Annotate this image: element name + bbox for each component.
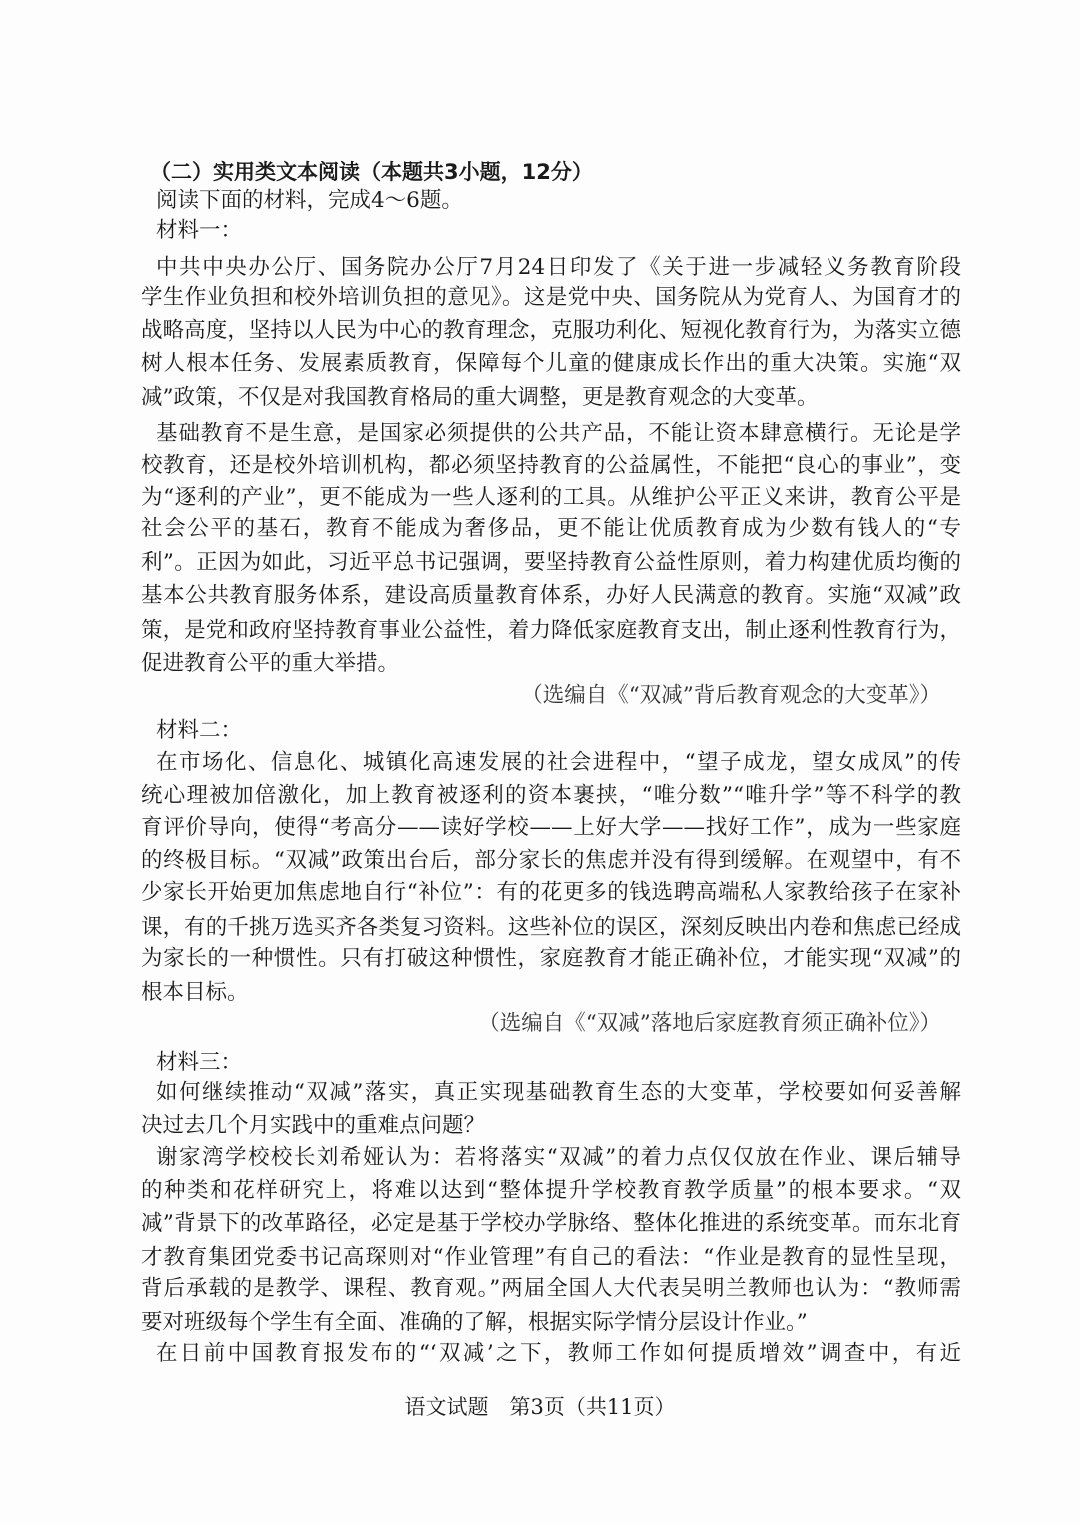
passage-label: 阅读下面的材料，完成4～6题。 bbox=[156, 188, 463, 213]
passage-line: 社会公平的基石，教育不能成为奢侈品，更不能让优质教育成为少数有钱人的“专 bbox=[141, 516, 961, 541]
passage-line: 促进教育公平的重大举措。 bbox=[141, 651, 400, 676]
passage-line: 少家长开始更加焦虑地自行“补位”：有的花更多的钱选聘高端私人家教给孩子在家补 bbox=[141, 880, 961, 905]
source-citation: （选编自《“双减”背后教育观念的大变革》） bbox=[521, 683, 941, 708]
passage-line: 根本目标。 bbox=[141, 980, 249, 1005]
passage-line: 校教育，还是校外培训机构，都必须坚持教育的公益属性，不能把“良心的事业”，变 bbox=[141, 453, 961, 478]
passage-line: 背后承载的是教学、课程、教育观。”两届全国人大代表吴明兰教师也认为：“教师需 bbox=[141, 1276, 961, 1301]
page-footer: 语文试题 第3页（共11页） bbox=[404, 1395, 676, 1419]
passage-label: 材料一： bbox=[156, 218, 243, 243]
passage-label: 材料三： bbox=[156, 1050, 243, 1075]
passage-line: 才教育集团党委书记高琛则对“作业管理”有自己的看法：“作业是教育的显性呈现， bbox=[141, 1245, 961, 1270]
passage-line: 基础教育不是生意，是国家必须提供的公共产品，不能让资本肆意横行。无论是学 bbox=[156, 421, 961, 446]
passage-line: 为“逐利的产业”，更不能成为一些人逐利的工具。从维护公平正义来讲，教育公平是 bbox=[141, 485, 961, 510]
passage-line: 决过去几个月实践中的重难点问题？ bbox=[141, 1113, 486, 1138]
passage-line: 学生作业负担和校外培训负担的意见》。这是党中央、国务院从为党育人、为国育才的 bbox=[141, 285, 961, 310]
passage-label: 材料二： bbox=[156, 718, 243, 743]
passage-line: 育评价导向，使得“考高分——读好学校——上好大学——找好工作”，成为一些家庭 bbox=[141, 815, 961, 840]
passage-line: 在日前中国教育报发布的“‘双减’之下，教师工作如何提质增效”调查中，有近 bbox=[156, 1341, 961, 1366]
passage-line: 统心理被加倍激化，加上教育被逐利的资本裹挟，“唯分数”“唯升学”等不科学的教 bbox=[141, 783, 961, 808]
passage-line: 利”。正因为如此，习近平总书记强调，要坚持教育公益性原则，着力构建优质均衡的 bbox=[141, 550, 961, 575]
passage-line: 战略高度，坚持以人民为中心的教育理念，克服功利化、短视化教育行为，为落实立德 bbox=[141, 318, 961, 343]
passage-line: 要对班级每个学生有全面、准确的了解，根据实际学情分层设计作业。” bbox=[141, 1310, 808, 1335]
source-citation: （选编自《“双减”落地后家庭教育须正确补位》） bbox=[478, 1011, 941, 1036]
passage-line: 的种类和花样研究上，将难以达到“整体提升学校教育教学质量”的根本要求。“双 bbox=[141, 1178, 961, 1203]
section-title: （二）实用类文本阅读（本题共3小题，12分） bbox=[150, 160, 593, 184]
passage-line: 谢家湾学校校长刘希娅认为：若将落实“双减”的着力点仅仅放在作业、课后辅导 bbox=[156, 1145, 961, 1170]
passage-line: 减”背景下的改革路径，必定是基于学校办学脉络、整体化推进的系统变革。而东北育 bbox=[141, 1211, 961, 1236]
passage-line: 减”政策，不仅是对我国教育格局的重大调整，更是教育观念的大变革。 bbox=[141, 385, 819, 410]
passage-line: 在市场化、信息化、城镇化高速发展的社会进程中，“望子成龙，望女成凤”的传 bbox=[156, 750, 961, 775]
passage-line: 如何继续推动“双减”落实，真正实现基础教育生态的大变革，学校要如何妥善解 bbox=[156, 1080, 961, 1105]
passage-line: 的终极目标。“双减”政策出台后，部分家长的焦虑并没有得到缓解。在观望中，有不 bbox=[141, 848, 961, 873]
passage-line: 课，有的千挑万选买齐各类复习资料。这些补位的误区，深刻反映出内卷和焦虑已经成 bbox=[141, 915, 961, 940]
passage-line: 为家长的一种惯性。只有打破这种惯性，家庭教育才能正确补位，才能实现“双减”的 bbox=[141, 946, 961, 971]
passage-line: 树人根本任务、发展素质教育，保障每个儿童的健康成长作出的重大决策。实施“双 bbox=[141, 351, 961, 376]
passage-line: 中共中央办公厅、国务院办公厅7月24日印发了《关于进一步减轻义务教育阶段 bbox=[156, 255, 961, 280]
passage-line: 策，是党和政府坚持教育事业公益性，着力降低家庭教育支出，制止逐利性教育行为， bbox=[141, 618, 961, 643]
passage-line: 基本公共教育服务体系，建设高质量教育体系，办好人民满意的教育。实施“双减”政 bbox=[141, 583, 961, 608]
